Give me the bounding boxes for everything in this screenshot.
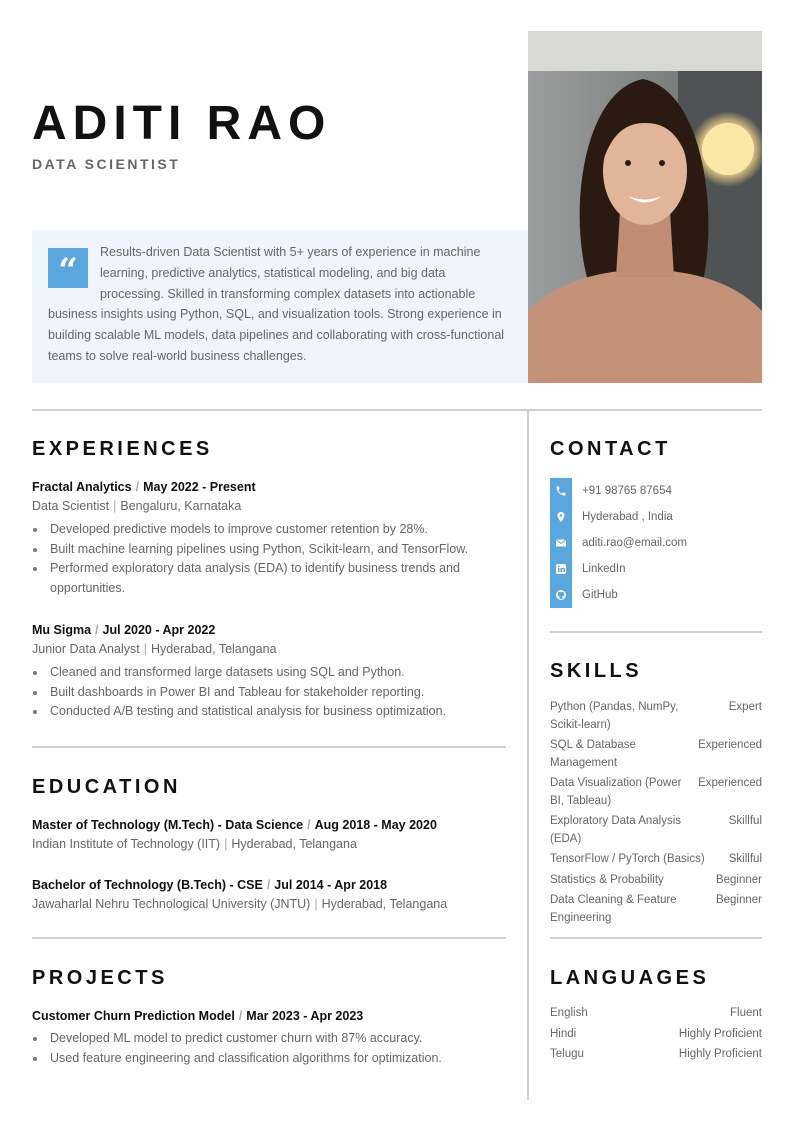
contact-text: LinkedIn: [582, 563, 626, 575]
skill-row: [550, 892, 762, 927]
language-level: Highly Proficient: [678, 1027, 762, 1040]
skill-row: [550, 699, 762, 734]
divider-languages: [550, 937, 762, 939]
github-icon: [550, 582, 572, 608]
language-row: [550, 1005, 762, 1023]
divider-projects: [32, 937, 506, 939]
contact-list: [550, 478, 762, 608]
education-location: Hyderabad, Telangana: [231, 837, 357, 851]
skill-level: Skillful: [728, 853, 762, 865]
job-title: DATA SCIENTIST: [32, 156, 181, 172]
language-row: [550, 1026, 762, 1044]
summary-text: Results-driven Data Scientist with 5+ years of experience in machine learning, predictive analytics, statistical modeling, and big data processing. Skilled in transforming complex datasets into actionable business insights using Python, SQL, and visualization tools. Strong experience in building scalable ML models, data pipelines and collaborating with cross-functional teams to solve real-world business challenges.: [48, 245, 505, 363]
experience-item: [32, 621, 502, 722]
skill-name: SQL & Database Management: [550, 739, 636, 769]
project-header: Customer Churn Prediction Model / Mar 2023 - Apr 2023: [32, 1009, 364, 1023]
language-name: Hindi: [550, 1027, 577, 1040]
contact-email[interactable]: [550, 530, 762, 556]
skill-name: Exploratory Data Analysis (EDA): [550, 815, 682, 845]
bullet-item: Developed ML model to predict customer churn with 87% accuracy.: [32, 1029, 502, 1049]
experience-role: Data Scientist: [32, 499, 110, 513]
skill-level: Skillful: [728, 815, 762, 827]
language-row: [550, 1046, 762, 1064]
education-dates: Jul 2014 - Apr 2018: [274, 878, 388, 892]
bullet-item: Built machine learning pipelines using Python, Scikit-learn, and TensorFlow.: [32, 540, 502, 560]
experience-role: Junior Data Analyst: [32, 642, 140, 656]
education-heading: EDUCATION: [32, 776, 181, 798]
experience-bullets: [32, 520, 502, 598]
education-item: [32, 816, 502, 854]
summary-box: [32, 230, 528, 383]
skill-row: [550, 813, 762, 848]
education-school: Indian Institute of Technology (IIT): [32, 837, 221, 851]
divider-education: [32, 746, 506, 748]
skills-list: [550, 699, 762, 930]
contact-location: [550, 504, 762, 530]
experience-location: Hyderabad, Telangana: [150, 642, 277, 656]
bullet-item: Built dashboards in Power BI and Tableau for stakeholder reporting.: [32, 683, 502, 703]
experiences-heading: EXPERIENCES: [32, 438, 213, 460]
language-level: Fluent: [730, 1007, 762, 1019]
language-name: Telugu: [550, 1048, 584, 1060]
skill-name: Statistics & Probability: [550, 873, 664, 886]
skill-level: Expert: [728, 701, 762, 713]
skill-level: Experienced: [698, 777, 762, 789]
profile-photo: [528, 31, 762, 383]
experience-header: Mu Sigma / Jul 2020 - Apr 2022: [32, 623, 216, 637]
bullet-item: Developed predictive models to improve customer retention by 28%.: [32, 520, 502, 540]
experience-subheader: Data Scientist | Bengaluru, Karnataka: [32, 499, 242, 513]
education-degree: Master of Technology (M.Tech) - Data Science: [32, 818, 304, 832]
experience-bullets: [32, 663, 502, 722]
language-level: Highly Proficient: [678, 1048, 762, 1060]
languages-list: [550, 1005, 762, 1067]
contact-text: Hyderabad , India: [582, 511, 673, 523]
education-location: Hyderabad, Telangana: [321, 897, 448, 911]
education-subheader: Indian Institute of Technology (IIT) | Hyderabad, Telangana: [32, 837, 357, 851]
contact-phone[interactable]: [550, 478, 762, 504]
phone-icon: [550, 478, 572, 504]
languages-heading: LANGUAGES: [550, 967, 710, 989]
experience-dates: May 2022 - Present: [143, 480, 256, 494]
skill-row: [550, 737, 762, 772]
education-degree: Bachelor of Technology (B.Tech) - CSE: [32, 878, 263, 892]
education-item: [32, 876, 502, 914]
divider-skills: [550, 631, 762, 633]
education-header: Master of Technology (M.Tech) - Data Science / Aug 2018 - May 2020: [32, 818, 437, 832]
project-name: Customer Churn Prediction Model: [32, 1009, 235, 1023]
education-dates: Aug 2018 - May 2020: [314, 818, 437, 832]
location-icon: [550, 504, 572, 530]
skill-row: [550, 775, 762, 810]
contact-text: aditi.rao@email.com: [582, 537, 687, 549]
contact-github[interactable]: [550, 582, 762, 608]
skill-row: [550, 851, 762, 869]
bullet-item: Conducted A/B testing and statistical analysis for business optimization.: [32, 702, 502, 722]
contact-linkedin[interactable]: [550, 556, 762, 582]
divider-top: [32, 409, 762, 411]
column-divider: [527, 410, 529, 1100]
language-name: English: [550, 1007, 588, 1019]
linkedin-icon: [550, 556, 572, 582]
skill-level: Beginner: [715, 894, 762, 906]
project-dates: Mar 2023 - Apr 2023: [246, 1009, 364, 1023]
contact-text: +91 98765 87654: [582, 485, 672, 497]
skill-name: Data Visualization (Power BI, Tableau): [550, 777, 682, 807]
skill-row: [550, 872, 762, 890]
bullet-item: Cleaned and transformed large datasets using SQL and Python.: [32, 663, 502, 683]
skill-name: Python (Pandas, NumPy, Scikit-learn): [550, 701, 679, 731]
contact-text: GitHub: [582, 589, 618, 601]
experience-item: [32, 478, 502, 598]
experience-company: Fractal Analytics: [32, 480, 132, 494]
contact-heading: CONTACT: [550, 438, 671, 460]
skill-name: TensorFlow / PyTorch (Basics): [550, 853, 705, 865]
education-header: Bachelor of Technology (B.Tech) - CSE / Jul 2014 - Apr 2018: [32, 878, 388, 892]
skill-level: Beginner: [715, 873, 762, 886]
quote-icon: “: [48, 248, 88, 288]
bullet-item: Performed exploratory data analysis (EDA) to identify business trends and opportunities.: [32, 559, 502, 598]
bullet-item: Used feature engineering and classification algorithms for optimization.: [32, 1049, 502, 1069]
project-item: [32, 1007, 502, 1068]
education-school: Jawaharlal Nehru Technological University (JNTU): [32, 897, 311, 911]
experience-company: Mu Sigma: [32, 623, 92, 637]
skills-heading: SKILLS: [550, 660, 643, 682]
email-icon: [550, 530, 572, 556]
experience-dates: Jul 2020 - Apr 2022: [102, 623, 216, 637]
experience-subheader: Junior Data Analyst | Hyderabad, Telangana: [32, 642, 277, 656]
education-subheader: Jawaharlal Nehru Technological University (JNTU) | Hyderabad, Telangana: [32, 897, 448, 911]
projects-heading: PROJECTS: [32, 967, 168, 989]
experience-location: Bengaluru, Karnataka: [120, 499, 242, 513]
experience-header: Fractal Analytics / May 2022 - Present: [32, 480, 256, 494]
skill-name: Data Cleaning & Feature Engineering: [550, 894, 677, 924]
project-bullets: [32, 1029, 502, 1068]
skill-level: Experienced: [698, 739, 762, 751]
candidate-name: ADITI RAO: [32, 97, 332, 150]
profile-photo-illustration: [528, 31, 762, 383]
